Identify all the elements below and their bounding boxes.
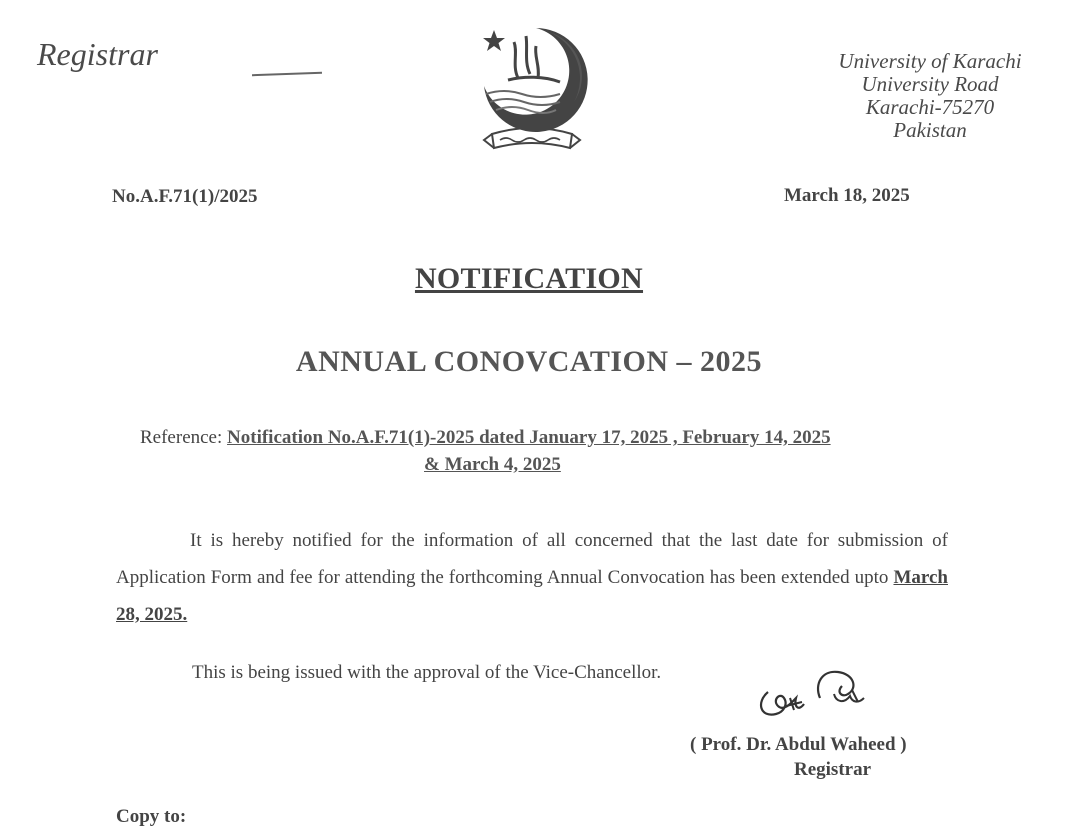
document-date: March 18, 2025 bbox=[784, 185, 910, 206]
deadline-date: March 28, 2025. bbox=[116, 567, 948, 625]
address-line: Pakistan bbox=[893, 118, 967, 142]
address-line: University of Karachi bbox=[838, 49, 1022, 73]
address-line: Karachi-75270 bbox=[865, 95, 995, 119]
copy-to-label: Copy to: bbox=[116, 806, 187, 827]
signatory-name: ( Prof. Dr. Abdul Waheed ) bbox=[690, 734, 907, 755]
university-address bbox=[810, 50, 1050, 142]
body-text: It is hereby notified for the information of all concerned that the last date for submission of Application Form and fee for attending the forthcoming Annual Convocation has been extended upto bbox=[116, 530, 948, 588]
signature-icon bbox=[750, 662, 880, 724]
reference-block bbox=[140, 424, 960, 478]
office-title-underline bbox=[252, 72, 322, 76]
notification-title: NOTIFICATION bbox=[414, 262, 644, 295]
office-title: Registrar bbox=[37, 36, 158, 72]
reference-line-1: Notification No.A.F.71(1)-2025 dated January 17, 2025 , February 14, 2025 bbox=[227, 427, 831, 448]
reference-number: No.A.F.71(1)/2025 bbox=[112, 186, 258, 207]
notification-subtitle: ANNUAL CONOVCATION – 2025 bbox=[295, 345, 763, 378]
body-paragraph bbox=[116, 522, 948, 633]
reference-label: Reference: bbox=[140, 427, 223, 448]
reference-line-2: & March 4, 2025 bbox=[424, 454, 561, 475]
university-crest-icon bbox=[474, 22, 590, 162]
approval-note: This is being issued with the approval of the Vice-Chancellor. bbox=[192, 662, 662, 683]
signatory-title: Registrar bbox=[794, 759, 872, 780]
address-line: University Road bbox=[861, 72, 999, 96]
